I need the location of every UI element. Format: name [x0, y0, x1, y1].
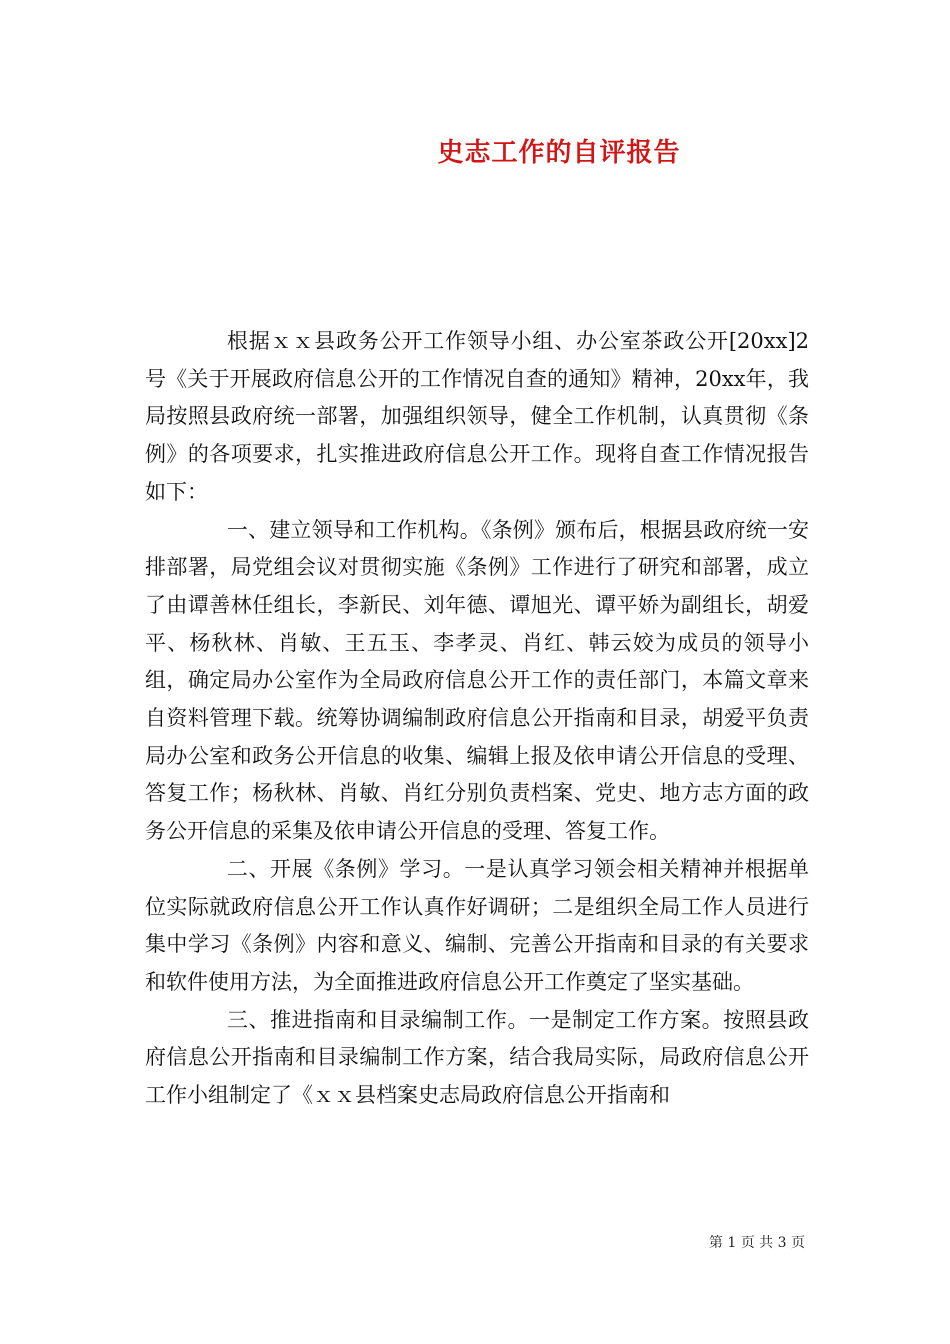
page-number-footer: 第 1 页 共 3 页: [708, 1235, 805, 1251]
paragraph-section-2: 二、开展《条例》学习。一是认真学习领会相关精神并根据单位实际就政府信息公开工作认真作好调研；二是组织全局工作人员进行集中学习《条例》内容和意义、编制、完善公开指南和目录的有关要求和软件使用方法，为全面推进政府信息公开工作奠定了坚实基础。: [145, 856, 809, 994]
document-title: 史志工作的自评报告: [437, 138, 681, 168]
paragraph-section-3: 三、推进指南和目录编制工作。一是制定工作方案。按照县政府信息公开指南和目录编制工作方案，结合我局实际，局政府信息公开工作小组制定了《ｘｘ县档案史志局政府信息公开指南和: [145, 1007, 809, 1108]
paragraph-intro: 根据ｘｘ县政务公开工作领导小组、办公室茶政公开[20xx]2号《关于开展政府信息公开的工作情况自查的通知》精神，20xx年，我局按照县政府统一部署，加强组织领导，健全工作机制，认真贯彻《条例》的各项要求，扎实推进政府信息公开工作。现将自查工作情况报告如下：: [145, 329, 809, 504]
document-body: [145, 323, 809, 1115]
paragraph-section-1: 一、建立领导和工作机构。《条例》颁布后，根据县政府统一安排部署，局党组会议对贯彻实施《条例》工作进行了研究和部署，成立了由谭善林任组长，李新民、刘年德、谭旭光、谭平娇为副组长，胡爱平、杨秋林、肖敏、王五玉、李孝灵、肖红、韩云姣为成员的领导小组，确定局办公室作为全局政府信息公开工作的责任部门，本篇文章来自资料管理下载。统筹协调编制政府信息公开指南和目录，胡爱平负责局办公室和政务公开信息的收集、编辑上报及依申请公开信息的受理、答复工作；杨秋林、肖敏、肖红分别负责档案、党史、地方志方面的政务公开信息的采集及依申请公开信息的受理、答复工作。: [145, 517, 809, 844]
